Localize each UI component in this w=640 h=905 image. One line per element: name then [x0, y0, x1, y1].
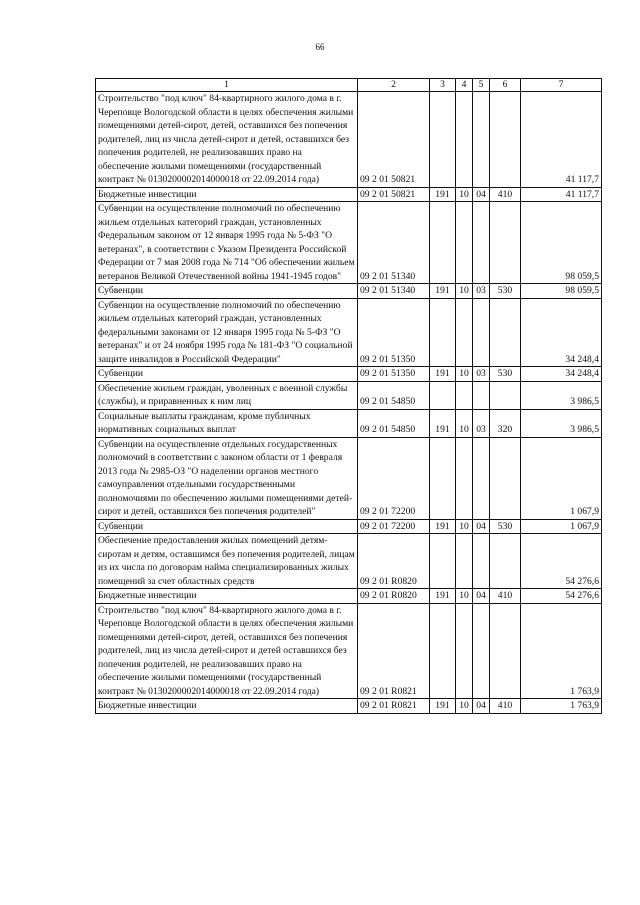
- row-name-cell: Субвенции на осуществление полномочий по обеспечению жильем отдельных категорий граждан, установленных федеральными законами от 12 января 1995 года № 5-ФЗ "О ветеранах" и от 24 ноября 1995 года № 181-ФЗ "О социальной защите инвалидов в Российской Федерации": [96, 298, 358, 367]
- row-col4-cell: [456, 437, 473, 519]
- row-col3-cell: 191: [430, 284, 456, 299]
- row-code-cell: 09 2 01 R0821: [358, 699, 430, 714]
- row-col3-cell: [430, 603, 456, 699]
- row-col5-cell: 03: [473, 409, 490, 437]
- row-name-cell: Субвенции на осуществление полномочий по обеспечению жильем отдельных категорий граждан, установленных Федеральным законом от 12 января 1995 года № 5-ФЗ "О ветеранах", в соответствии с Указом Президента Российской Федерации от 7 мая 2008 года № 714 "Об обеспечении жильем ветеранов Великой Отечественной войны 1941-1945 годов": [96, 202, 358, 284]
- row-col4-cell: [456, 92, 473, 188]
- table-row: [96, 699, 602, 714]
- row-sum-cell: 34 248,4: [521, 367, 602, 382]
- row-sum-cell: 1 763,9: [521, 603, 602, 699]
- row-name-cell: Субвенции: [96, 519, 358, 534]
- row-col5-cell: 04: [473, 589, 490, 604]
- row-col3-cell: 191: [430, 589, 456, 604]
- row-name-cell: Субвенции: [96, 284, 358, 299]
- row-name-cell: Субвенции на осуществление отдельных государственных полномочий в соответствии с законом области от 1 февраля 2013 года № 2985-ОЗ "О наделении органов местного самоуправления отдельными государственными полномочиями по обеспечению жилыми помещениями детей-сирот и детей, оставшихся без попечения родителей": [96, 437, 358, 519]
- header-cell-4: 4: [456, 79, 473, 92]
- row-col5-cell: 04: [473, 699, 490, 714]
- row-col6-cell: [490, 603, 521, 699]
- row-name-cell: Бюджетные инвестиции: [96, 699, 358, 714]
- row-code-cell: 09 2 01 54850: [358, 381, 430, 409]
- row-sum-cell: 98 059,5: [521, 202, 602, 284]
- table-row: [96, 202, 602, 284]
- row-col6-cell: 530: [490, 284, 521, 299]
- row-code-cell: 09 2 01 51340: [358, 284, 430, 299]
- table-row: [96, 381, 602, 409]
- row-col5-cell: 03: [473, 367, 490, 382]
- row-sum-cell: 41 117,7: [521, 92, 602, 188]
- row-sum-cell: 1 763,9: [521, 699, 602, 714]
- row-sum-cell: 54 276,6: [521, 589, 602, 604]
- table-row: [96, 298, 602, 367]
- row-col6-cell: [490, 298, 521, 367]
- row-col6-cell: [490, 437, 521, 519]
- row-code-cell: 09 2 01 51340: [358, 202, 430, 284]
- row-name-cell: Строительство "под ключ" 84-квартирного жилого дома в г. Череповце Вологодской области в целях обеспечения жилыми помещениями детей-сирот, детей, оставшихся без попечения родителей, лиц из числа детей-сирот и детей оставшихся без попечения родителей, не реализовавших право на обеспечение жилыми помещениями (государственный контракт № 0130200002014000018 от 22.09.2014 года): [96, 603, 358, 699]
- row-col3-cell: 191: [430, 367, 456, 382]
- row-code-cell: 09 2 01 R0820: [358, 534, 430, 589]
- table-row: [96, 409, 602, 437]
- row-code-cell: 09 2 01 54850: [358, 409, 430, 437]
- row-col4-cell: [456, 202, 473, 284]
- row-col6-cell: 530: [490, 367, 521, 382]
- row-col5-cell: [473, 437, 490, 519]
- header-cell-2: 2: [358, 79, 430, 92]
- row-code-cell: 09 2 01 72200: [358, 519, 430, 534]
- row-code-cell: 09 2 01 51350: [358, 298, 430, 367]
- row-sum-cell: 3 986,5: [521, 409, 602, 437]
- row-name-cell: Бюджетные инвестиции: [96, 187, 358, 202]
- row-col3-cell: [430, 381, 456, 409]
- row-col3-cell: [430, 437, 456, 519]
- table-row: [96, 284, 602, 299]
- row-name-cell: Социальные выплаты гражданам, кроме публичных нормативных социальных выплат: [96, 409, 358, 437]
- row-col5-cell: [473, 534, 490, 589]
- table-row: [96, 92, 602, 188]
- row-name-cell: Обеспечение жильем граждан, уволенных с военной службы (службы), и приравненных к ним лиц: [96, 381, 358, 409]
- table-row: [96, 519, 602, 534]
- row-sum-cell: 1 067,9: [521, 519, 602, 534]
- row-code-cell: 09 2 01 R0821: [358, 603, 430, 699]
- row-name-cell: Бюджетные инвестиции: [96, 589, 358, 604]
- row-col3-cell: [430, 298, 456, 367]
- header-cell-5: 5: [473, 79, 490, 92]
- table-row: [96, 589, 602, 604]
- row-sum-cell: 98 059,5: [521, 284, 602, 299]
- row-col4-cell: 10: [456, 699, 473, 714]
- row-col3-cell: [430, 202, 456, 284]
- row-col6-cell: 410: [490, 589, 521, 604]
- row-name-cell: Обеспечение предоставления жилых помещений детям-сиротам и детям, оставшимся без попечения родителей, лицам из их числа по договорам найма специализированных жилых помещений за счет областных средств: [96, 534, 358, 589]
- row-col3-cell: 191: [430, 699, 456, 714]
- row-col3-cell: 191: [430, 187, 456, 202]
- row-col3-cell: [430, 92, 456, 188]
- table-row: [96, 187, 602, 202]
- row-col3-cell: [430, 534, 456, 589]
- row-code-cell: 09 2 01 51350: [358, 367, 430, 382]
- row-col6-cell: [490, 381, 521, 409]
- header-cell-1: 1: [96, 79, 358, 92]
- row-col4-cell: 10: [456, 367, 473, 382]
- row-col4-cell: [456, 381, 473, 409]
- row-col6-cell: [490, 202, 521, 284]
- row-col4-cell: 10: [456, 589, 473, 604]
- row-sum-cell: 3 986,5: [521, 381, 602, 409]
- row-col4-cell: 10: [456, 187, 473, 202]
- row-sum-cell: 34 248,4: [521, 298, 602, 367]
- row-col5-cell: [473, 298, 490, 367]
- row-col4-cell: 10: [456, 284, 473, 299]
- row-col6-cell: 410: [490, 187, 521, 202]
- row-col5-cell: [473, 603, 490, 699]
- table-row: [96, 437, 602, 519]
- table-row: [96, 367, 602, 382]
- row-sum-cell: 41 117,7: [521, 187, 602, 202]
- row-col5-cell: 04: [473, 519, 490, 534]
- header-cell-6: 6: [490, 79, 521, 92]
- table-header-row: [96, 79, 602, 92]
- row-col3-cell: 191: [430, 519, 456, 534]
- header-cell-3: 3: [430, 79, 456, 92]
- row-col6-cell: [490, 534, 521, 589]
- row-col6-cell: [490, 92, 521, 188]
- row-code-cell: 09 2 01 50821: [358, 92, 430, 188]
- row-col6-cell: 320: [490, 409, 521, 437]
- row-name-cell: Строительство "под ключ" 84-квартирного жилого дома в г. Череповце Вологодской области в целях обеспечения жилыми помещениями детей-сирот, детей, оставшихся без попечения родителей, лиц из числа детей-сирот и детей, оставшихся без попечения родителей, не реализовавших право на обеспечение жилыми помещениями (государственный контракт № 0130200002014000018 от 22.09.2014 года): [96, 92, 358, 188]
- page-number: 66: [315, 42, 325, 52]
- row-code-cell: 09 2 01 R0820: [358, 589, 430, 604]
- row-sum-cell: 54 276,6: [521, 534, 602, 589]
- row-col5-cell: 03: [473, 284, 490, 299]
- header-cell-7: 7: [521, 79, 602, 92]
- table-row: [96, 534, 602, 589]
- row-code-cell: 09 2 01 72200: [358, 437, 430, 519]
- row-name-cell: Субвенции: [96, 367, 358, 382]
- row-col3-cell: 191: [430, 409, 456, 437]
- row-col5-cell: [473, 202, 490, 284]
- table-row: [96, 603, 602, 699]
- row-col4-cell: [456, 298, 473, 367]
- row-col4-cell: [456, 603, 473, 699]
- budget-table: [95, 78, 602, 714]
- row-col6-cell: 410: [490, 699, 521, 714]
- row-code-cell: 09 2 01 50821: [358, 187, 430, 202]
- row-col4-cell: [456, 534, 473, 589]
- row-col5-cell: 04: [473, 187, 490, 202]
- row-col5-cell: [473, 92, 490, 188]
- row-col5-cell: [473, 381, 490, 409]
- row-col4-cell: 10: [456, 409, 473, 437]
- row-col4-cell: 10: [456, 519, 473, 534]
- row-sum-cell: 1 067,9: [521, 437, 602, 519]
- row-col6-cell: 530: [490, 519, 521, 534]
